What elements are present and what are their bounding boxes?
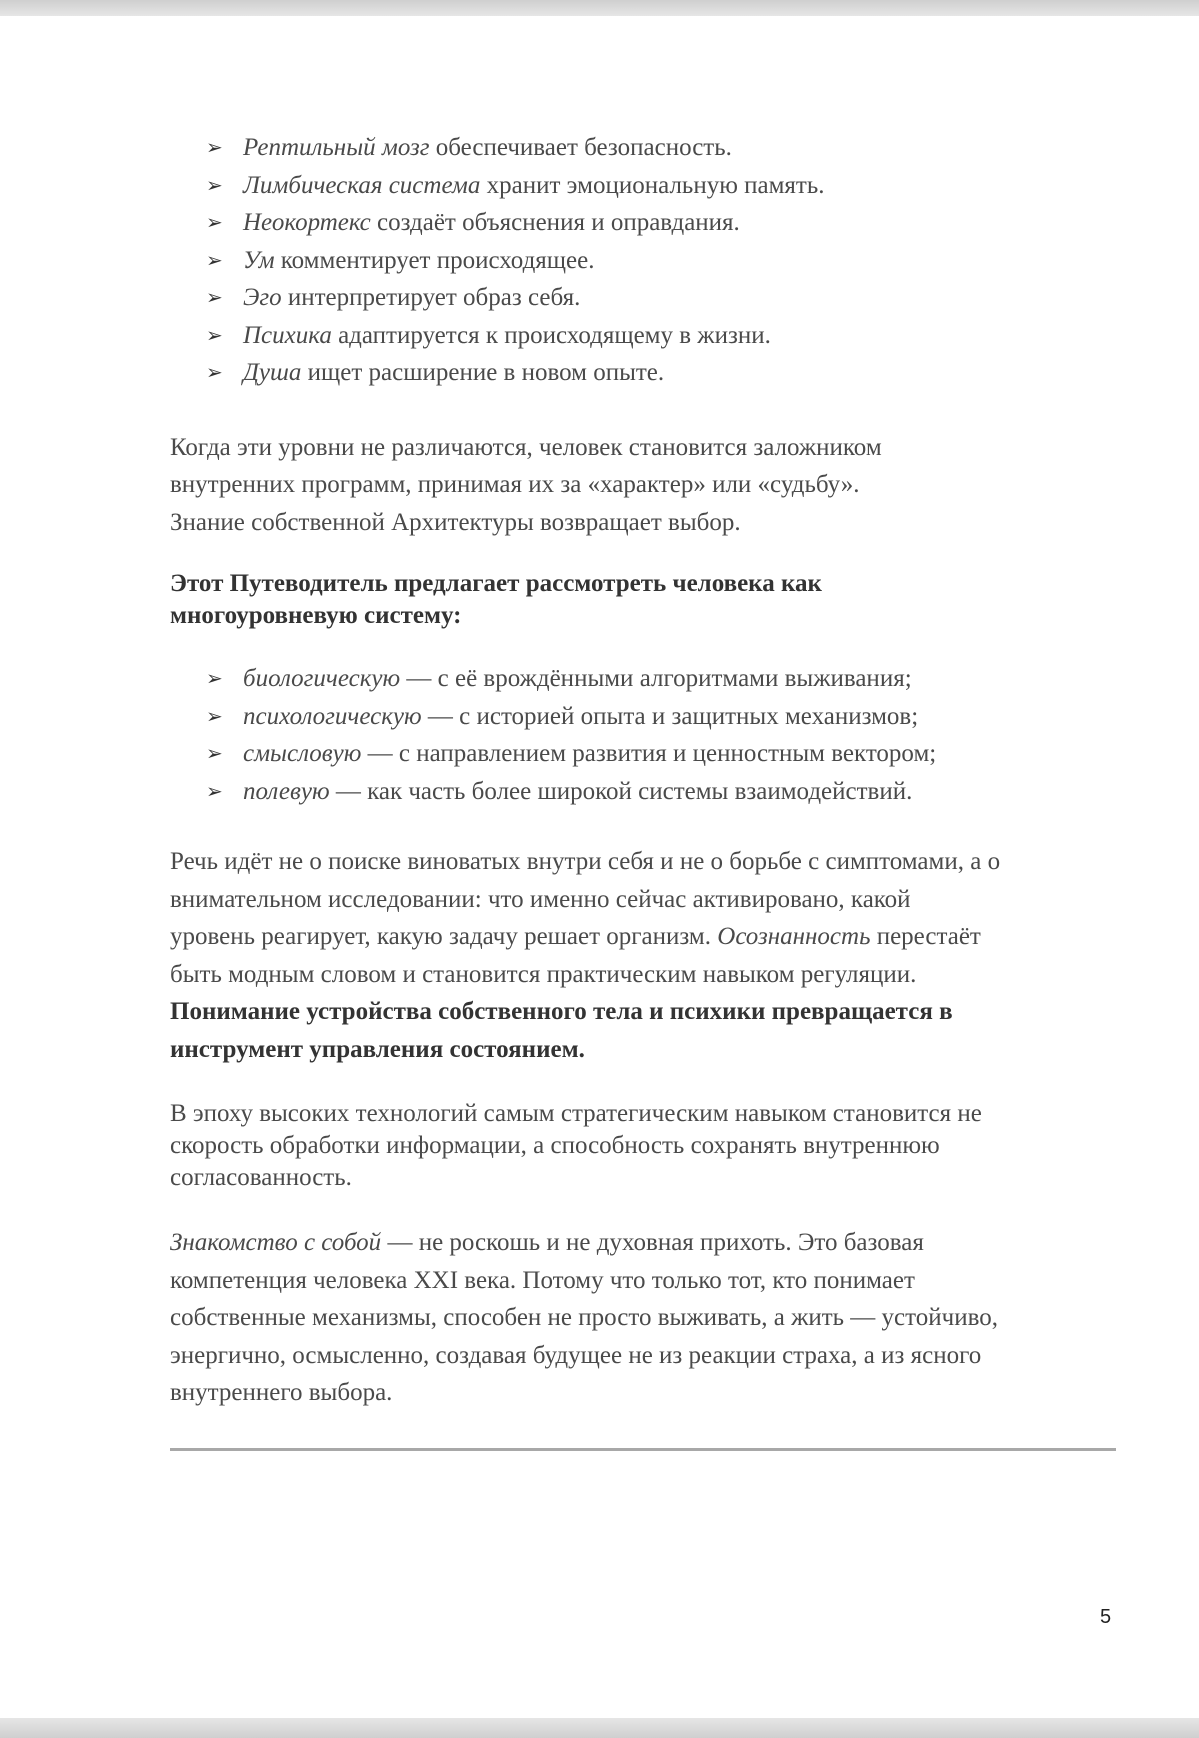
document-page <box>0 16 1199 1718</box>
list-item: ➢ Неокортекс создаёт объяснения и оправдания. <box>170 204 1116 242</box>
page-number: 5 <box>1100 1606 1112 1628</box>
list-item: ➢ Ум комментирует происходящее. <box>170 242 1116 280</box>
list-item: ➢ Лимбическая система хранит эмоциональную память. <box>170 167 1116 205</box>
list-item: ➢ Рептильный мозг обеспечивает безопасность. <box>170 129 1116 167</box>
paragraph-self-knowledge: Знакомство с собой — не роскошь и не духовная прихоть. Это базовая компетенция человека XXI века. Потому что только тот, кто понимает собственные механизмы, способен не просто выживать, а жить — устойчиво, энергично, осмысленно, создавая будущее не из реакции страха, а из ясного внутреннего выбора. <box>170 1229 998 1406</box>
list-item: ➢ психологическую — с историей опыта и защитных механизмов; <box>170 698 1116 736</box>
arrow-bullet-icon: ➢ <box>206 285 223 309</box>
paragraph-awareness: Речь идёт не о поиске виноватых внутри себя и не о борьбе с симптомами, а о внимательном исследовании: что именно сейчас активировано, какой уровень реагирует, какую задачу решает организм. Осознанность перестаёт быть модным словом и становится практическим навыком регуляции. Понимание устройства собственного тела и психики превращается в инструмент управления состоянием. <box>170 848 1001 1063</box>
arrow-bullet-icon: ➢ <box>206 172 223 197</box>
arrow-bullet-icon: ➢ <box>206 247 223 272</box>
list-item: ➢ полевую — как часть более широкой системы взаимодействий. <box>170 773 1116 811</box>
arrow-bullet-icon: ➢ <box>206 703 223 728</box>
list-item: ➢ Эго интерпретирует образ себя. <box>170 279 1116 317</box>
arrow-bullet-icon: ➢ <box>206 210 223 234</box>
list-item: ➢ смысловую — с направлением развития и ценностным вектором; <box>170 735 1116 773</box>
arrow-bullet-icon: ➢ <box>206 741 223 765</box>
arrow-bullet-icon: ➢ <box>206 778 223 803</box>
list-item: ➢ Душа ищет расширение в новом опыте. <box>170 354 1116 392</box>
list-item: ➢ биологическую — с её врождёнными алгоритмами выживания; <box>170 660 1116 698</box>
brain-levels-list <box>170 129 1116 392</box>
arrow-bullet-icon: ➢ <box>206 360 223 384</box>
page-content <box>170 129 1116 1412</box>
list-item: ➢ Психика адаптируется к происходящему в жизни. <box>170 317 1116 355</box>
viewer-top-edge <box>0 0 1199 16</box>
arrow-bullet-icon: ➢ <box>206 135 223 159</box>
paragraph-levels: Когда эти уровни не различаются, человек становится заложником внутренних программ, принимая их за «характер» или «судьбу». Знание собственной Архитектуры возвращает выбор. <box>170 433 882 536</box>
paragraph-technology: В эпоху высоких технологий самым стратегическим навыком становится не скорость обработки информации, а способность сохранять внутреннюю согласованность. <box>170 1100 982 1191</box>
arrow-bullet-icon: ➢ <box>206 666 223 690</box>
guide-intro-bold: Этот Путеводитель предлагает рассмотреть человека как многоуровневую систему: <box>170 570 822 629</box>
system-levels-list <box>170 660 1116 810</box>
viewer-bottom-edge <box>0 1718 1199 1738</box>
arrow-bullet-icon: ➢ <box>206 322 223 347</box>
horizontal-divider <box>170 1448 1116 1451</box>
